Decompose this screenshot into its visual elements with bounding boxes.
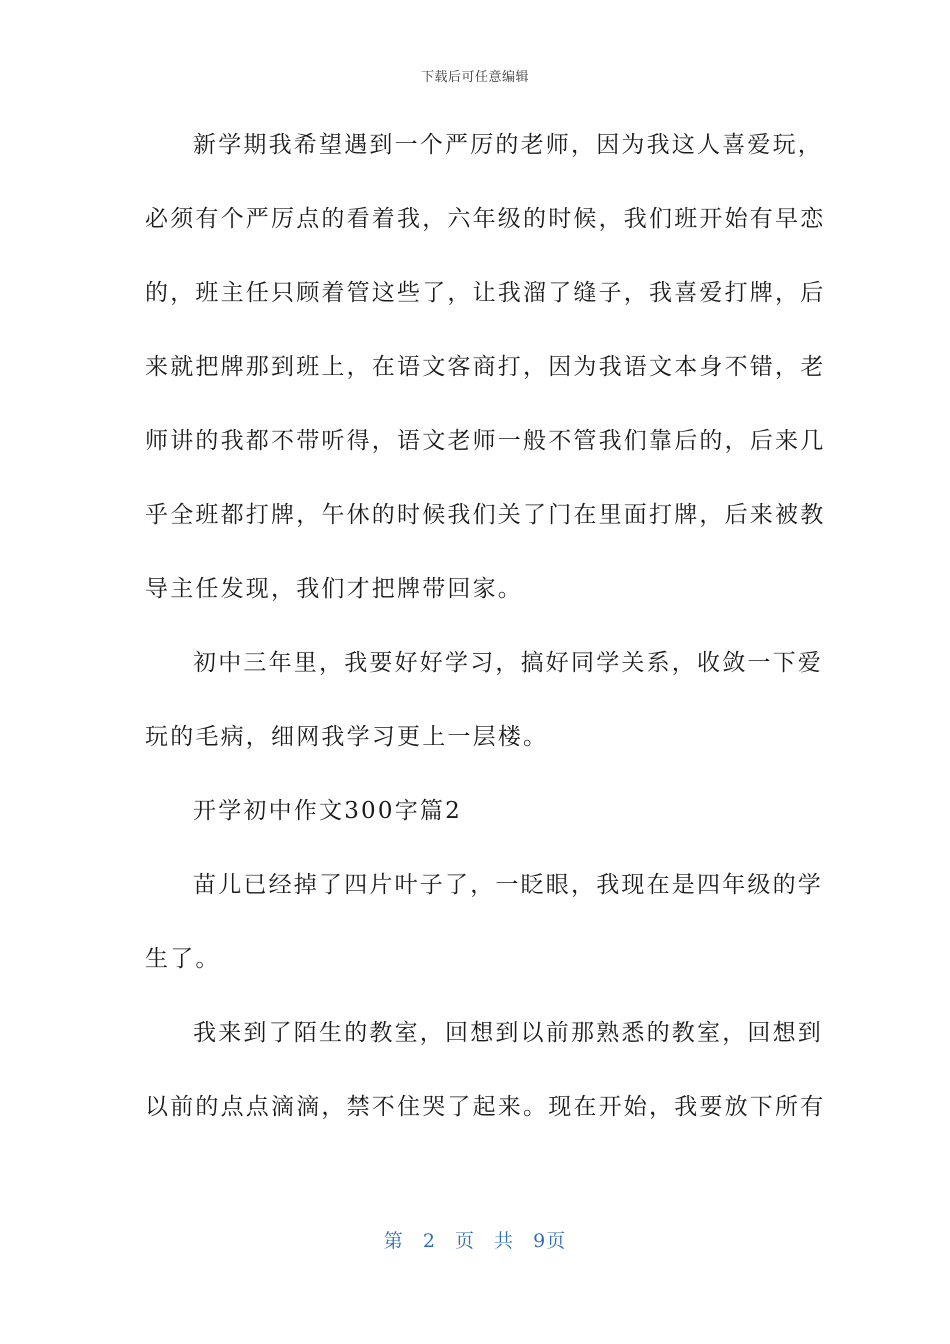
footer-label-prefix: 第 — [383, 1230, 404, 1252]
text-line: 师讲的我都不带听得，语文老师一般不管我们靠后的，后来几 — [145, 428, 826, 454]
footer-total-pages: 9页 — [533, 1230, 567, 1252]
text-line: 玩的毛病，细网我学习更上一层楼。 — [145, 724, 549, 750]
text-line: 的，班主任只顾着管这些了，让我溜了缝子，我喜爱打牌，后 — [145, 280, 826, 306]
text-line: 来就把牌那到班上，在语文客商打，因为我语文本身不错，老 — [145, 354, 826, 380]
footer-label-total: 共 — [494, 1230, 515, 1252]
document-body — [145, 120, 826, 1156]
text-line: 初中三年里，我要好好学习，搞好同学关系，收敛一下爱 — [193, 650, 823, 676]
text-line: 生了。 — [145, 946, 221, 972]
text-line: 导主任发现，我们才把牌带回家。 — [145, 576, 523, 602]
section-heading: 开学初中作文300字篇2 — [193, 798, 462, 824]
text-line: 必须有个严厉点的看着我，六年级的时候，我们班开始有早恋 — [145, 206, 826, 232]
text-line: 以前的点点滴滴，禁不住哭了起来。现在开始，我要放下所有 — [145, 1094, 826, 1120]
text-line: 我来到了陌生的教室，回想到以前那熟悉的教室，回想到 — [193, 1020, 823, 1046]
text-line: 新学期我希望遇到一个严厉的老师，因为我这人喜爱玩， — [193, 132, 823, 158]
footer-current-page: 2 — [422, 1230, 436, 1252]
text-line: 乎全班都打牌，午休的时候我们关了门在里面打牌，后来被教 — [145, 502, 826, 528]
text-line: 苗儿已经掉了四片叶子了，一眨眼，我现在是四年级的学 — [193, 872, 823, 898]
footer-label-page: 页 — [454, 1230, 475, 1252]
page-footer — [0, 1226, 950, 1253]
page-header-note: 下载后可任意编辑 — [420, 70, 529, 85]
